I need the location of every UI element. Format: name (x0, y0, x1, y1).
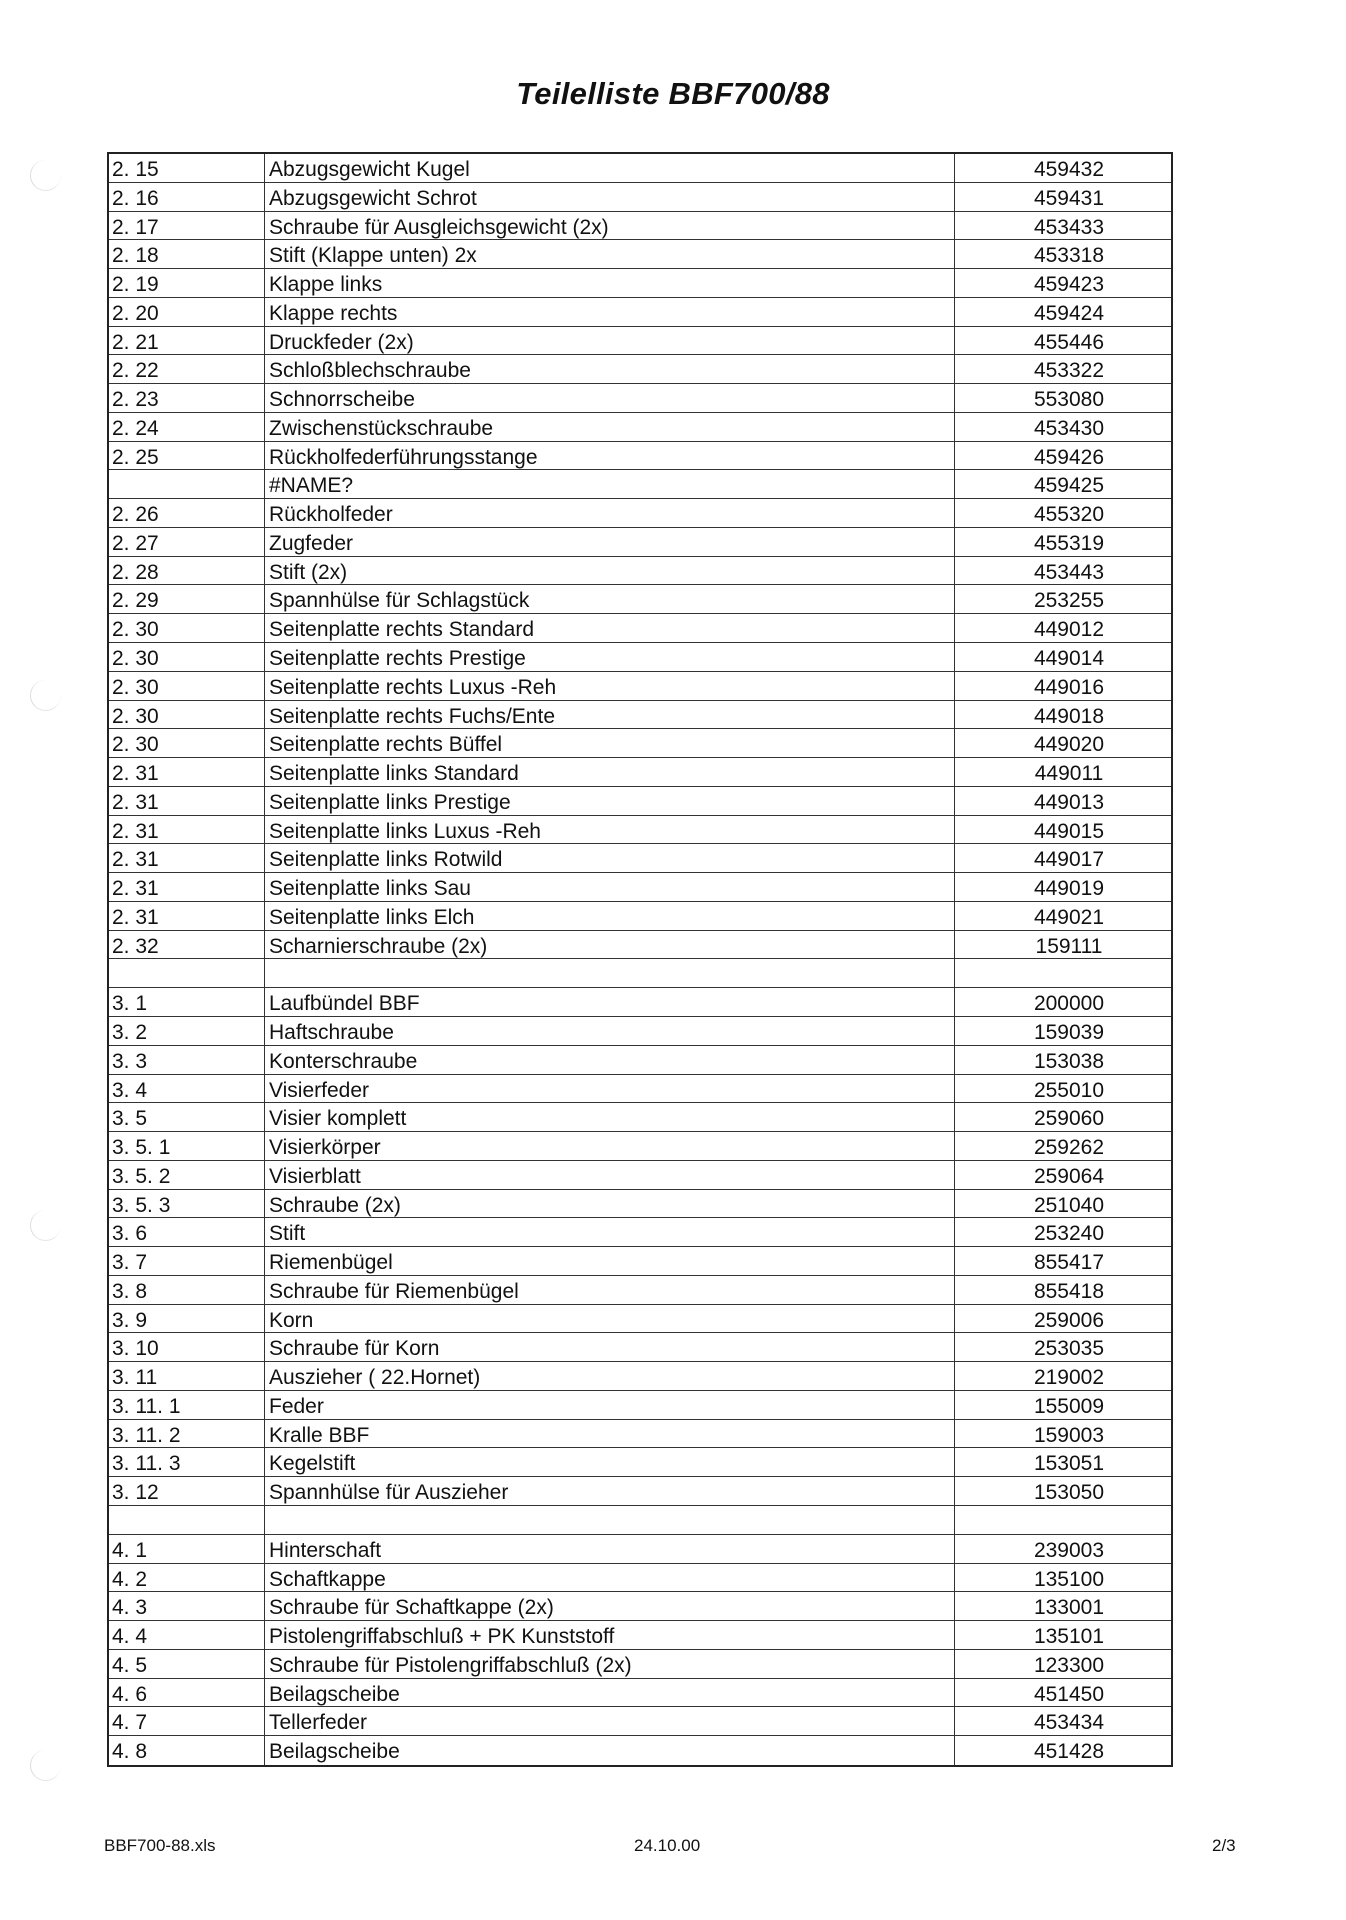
article-number-cell: 553080 (1033, 388, 1105, 412)
position-number-cell: 4. 1 (109, 1535, 265, 1563)
position-number-cell: 3. 8 (109, 1276, 265, 1304)
description-cell: Schraube (2x) (265, 1190, 955, 1218)
article-number-cell: 255010 (1033, 1078, 1105, 1102)
article-number-cell: 459426 (1033, 445, 1105, 469)
table-row (109, 585, 1171, 614)
table-row (109, 1161, 1171, 1190)
description-cell (265, 959, 955, 987)
article-number-cell: 455319 (1033, 531, 1105, 555)
table-row (109, 1103, 1171, 1132)
article-number-cell: 449011 (1034, 762, 1104, 786)
position-number-cell: 2. 30 (109, 614, 265, 642)
position-number-cell: 3. 12 (109, 1477, 265, 1505)
article-number-cell: 259006 (1033, 1308, 1105, 1332)
article-number-cell: 855417 (1033, 1251, 1105, 1275)
description-cell: Stift (2x) (265, 557, 955, 585)
position-number-cell: 2. 31 (109, 758, 265, 786)
position-number-cell: 2. 25 (109, 442, 265, 470)
description-cell: Visierblatt (265, 1161, 955, 1189)
position-number-cell: 3. 10 (109, 1333, 265, 1361)
article-number-cell: 253035 (1033, 1337, 1105, 1361)
article-number-cell: 153051 (1033, 1452, 1105, 1476)
table-row (109, 384, 1171, 413)
article-number-cell: 259262 (1033, 1136, 1105, 1160)
position-number-cell: 3. 11 (109, 1362, 265, 1390)
description-cell: Visier komplett (265, 1103, 955, 1131)
description-cell: Kegelstift (265, 1448, 955, 1476)
table-row (109, 442, 1171, 471)
article-number-cell: 453322 (1033, 359, 1105, 383)
table-row (109, 844, 1171, 873)
table-row (109, 758, 1171, 787)
article-number-cell: 455320 (1033, 503, 1105, 527)
table-row (109, 298, 1171, 327)
description-cell: Abzugsgewicht Schrot (265, 183, 955, 211)
description-cell: Seitenplatte links Standard (265, 758, 955, 786)
description-cell: Kralle BBF (265, 1420, 955, 1448)
article-number-cell: 153038 (1033, 1049, 1105, 1073)
description-cell: Riemenbügel (265, 1247, 955, 1275)
table-row (109, 1420, 1171, 1449)
position-number-cell: 2. 28 (109, 557, 265, 585)
description-cell: Haftschraube (265, 1017, 955, 1045)
description-cell: Seitenplatte links Elch (265, 902, 955, 930)
position-number-cell: 2. 30 (109, 643, 265, 671)
description-cell: Seitenplatte rechts Büffel (265, 729, 955, 757)
article-number-cell: 449012 (1033, 618, 1105, 642)
table-row (109, 183, 1171, 212)
article-number-cell (955, 1506, 1171, 1534)
description-cell: Schraube für Ausgleichsgewicht (2x) (265, 212, 955, 240)
table-row (109, 1592, 1171, 1621)
article-number-cell: 459431 (1033, 186, 1105, 210)
punch-hole-mark (30, 160, 61, 191)
position-number-cell: 3. 2 (109, 1017, 265, 1045)
description-cell: Schraube für Riemenbügel (265, 1276, 955, 1304)
table-row (109, 1736, 1171, 1765)
article-number-cell: 253255 (1033, 589, 1105, 613)
position-number-cell: 4. 8 (109, 1736, 265, 1765)
table-row (109, 1650, 1171, 1679)
position-number-cell: 4. 6 (109, 1679, 265, 1707)
article-number-cell: 123300 (1033, 1653, 1105, 1677)
article-number-cell: 453430 (1033, 416, 1105, 440)
article-number-cell: 449016 (1033, 675, 1105, 699)
description-cell: Zugfeder (265, 528, 955, 556)
article-number-cell: 449020 (1033, 733, 1105, 757)
article-number-cell: 451450 (1033, 1682, 1105, 1706)
table-row (109, 1506, 1171, 1535)
punch-hole-mark (30, 680, 61, 711)
table-row (109, 1362, 1171, 1391)
position-number-cell: 3. 9 (109, 1305, 265, 1333)
article-number-cell: 259064 (1033, 1164, 1105, 1188)
description-cell: Beilagscheibe (265, 1679, 955, 1707)
article-number-cell: 449015 (1033, 819, 1105, 843)
article-number-cell: 459425 (1033, 474, 1105, 498)
description-cell: Visierfeder (265, 1075, 955, 1103)
article-number-cell: 855418 (1033, 1279, 1105, 1303)
table-row (109, 672, 1171, 701)
article-number-cell: 459423 (1033, 273, 1105, 297)
article-number-cell: 239003 (1033, 1538, 1105, 1562)
article-number-cell: 449014 (1033, 647, 1105, 671)
article-number-cell: 253240 (1033, 1222, 1105, 1246)
article-number-cell: 159111 (1035, 934, 1103, 958)
description-cell: Schloßblechschraube (265, 355, 955, 383)
description-cell: Klappe links (265, 269, 955, 297)
position-number-cell: 4. 3 (109, 1592, 265, 1620)
description-cell: Schraube für Schaftkappe (2x) (265, 1592, 955, 1620)
article-number-cell: 451428 (1033, 1740, 1105, 1764)
table-row (109, 413, 1171, 442)
article-number-cell: 135100 (1033, 1567, 1105, 1591)
position-number-cell: 3. 1 (109, 988, 265, 1016)
article-number-cell: 153050 (1033, 1481, 1105, 1505)
description-cell: Pistolengriffabschluß + PK Kunststoff (265, 1621, 955, 1649)
table-row (109, 528, 1171, 557)
table-row (109, 816, 1171, 845)
table-row (109, 1276, 1171, 1305)
article-number-cell: 459432 (1033, 158, 1105, 181)
article-number-cell: 449021 (1033, 905, 1105, 929)
position-number-cell: 2. 31 (109, 787, 265, 815)
table-row (109, 1190, 1171, 1219)
position-number-cell: 2. 30 (109, 729, 265, 757)
position-number-cell: 4. 4 (109, 1621, 265, 1649)
table-row (109, 1075, 1171, 1104)
punch-hole-mark (30, 1750, 61, 1781)
table-row (109, 701, 1171, 730)
position-number-cell: 2. 22 (109, 355, 265, 383)
position-number-cell: 3. 4 (109, 1075, 265, 1103)
article-number-cell: 453433 (1033, 215, 1105, 239)
description-cell: Seitenplatte rechts Prestige (265, 643, 955, 671)
position-number-cell: 2. 21 (109, 327, 265, 355)
table-row (109, 959, 1171, 988)
article-number-cell: 133001 (1033, 1596, 1105, 1620)
table-row (109, 1679, 1171, 1708)
description-cell: Laufbündel BBF (265, 988, 955, 1016)
position-number-cell: 4. 2 (109, 1564, 265, 1592)
table-row (109, 931, 1171, 960)
description-cell: Seitenplatte links Prestige (265, 787, 955, 815)
article-number-cell: 453318 (1033, 244, 1105, 268)
description-cell: Seitenplatte links Rotwild (265, 844, 955, 872)
description-cell: Korn (265, 1305, 955, 1333)
position-number-cell: 3. 11. 2 (109, 1420, 265, 1448)
table-row (109, 873, 1171, 902)
table-row (109, 154, 1171, 183)
article-number-cell: 259060 (1033, 1107, 1105, 1131)
description-cell: Spannhülse für Auszieher (265, 1477, 955, 1505)
position-number-cell: 2. 17 (109, 212, 265, 240)
position-number-cell: 2. 15 (109, 154, 265, 182)
position-number-cell: 3. 6 (109, 1218, 265, 1246)
description-cell: Schaftkappe (265, 1564, 955, 1592)
table-row (109, 787, 1171, 816)
article-number-cell: 453434 (1033, 1711, 1105, 1735)
table-row (109, 1564, 1171, 1593)
table-row (109, 470, 1171, 499)
description-cell: Hinterschaft (265, 1535, 955, 1563)
article-number-cell: 449013 (1033, 790, 1105, 814)
description-cell: Konterschraube (265, 1046, 955, 1074)
position-number-cell: 3. 3 (109, 1046, 265, 1074)
description-cell: Stift (Klappe unten) 2x (265, 240, 955, 268)
description-cell: Seitenplatte links Luxus -Reh (265, 816, 955, 844)
description-cell: Feder (265, 1391, 955, 1419)
table-row (109, 988, 1171, 1017)
position-number-cell: 2. 26 (109, 499, 265, 527)
description-cell: Zwischenstückschraube (265, 413, 955, 441)
description-cell: Scharnierschraube (2x) (265, 931, 955, 959)
article-number-cell: 453443 (1033, 560, 1105, 584)
position-number-cell: 3. 5. 2 (109, 1161, 265, 1189)
position-number-cell: 3. 11. 1 (109, 1391, 265, 1419)
description-cell: Schraube für Pistolengriffabschluß (2x) (265, 1650, 955, 1678)
article-number-cell: 449019 (1033, 877, 1105, 901)
position-number-cell: 2. 20 (109, 298, 265, 326)
position-number-cell: 2. 19 (109, 269, 265, 297)
table-row (109, 1046, 1171, 1075)
position-number-cell: 3. 5. 1 (109, 1132, 265, 1160)
position-number-cell: 4. 5 (109, 1650, 265, 1678)
position-number-cell: 2. 18 (109, 240, 265, 268)
position-number-cell: 3. 11. 3 (109, 1448, 265, 1476)
description-cell: Seitenplatte rechts Standard (265, 614, 955, 642)
footer-page-number: 2/3 (1212, 1836, 1236, 1855)
table-row (109, 327, 1171, 356)
position-number-cell (109, 470, 265, 498)
table-row (109, 1391, 1171, 1420)
article-number-cell: 200000 (1033, 992, 1105, 1016)
description-cell: Druckfeder (2x) (265, 327, 955, 355)
table-row (109, 1477, 1171, 1506)
table-row (109, 1218, 1171, 1247)
table-row (109, 355, 1171, 384)
table-row (109, 729, 1171, 758)
table-row (109, 643, 1171, 672)
description-cell: Tellerfeder (265, 1707, 955, 1735)
table-row (109, 557, 1171, 586)
footer-date: 24.10.00 (634, 1836, 701, 1855)
article-number-cell: 449017 (1033, 848, 1105, 872)
position-number-cell: 2. 30 (109, 672, 265, 700)
description-cell: Rückholfederführungsstange (265, 442, 955, 470)
position-number-cell (109, 959, 265, 987)
description-cell: Schnorrscheibe (265, 384, 955, 412)
position-number-cell: 2. 31 (109, 844, 265, 872)
table-row (109, 1305, 1171, 1334)
article-number-cell: 449018 (1033, 704, 1105, 728)
description-cell: Beilagscheibe (265, 1736, 955, 1765)
description-cell: Spannhülse für Schlagstück (265, 585, 955, 613)
table-row (109, 614, 1171, 643)
table-row (109, 240, 1171, 269)
table-row (109, 1333, 1171, 1362)
article-number-cell: 251040 (1033, 1193, 1105, 1217)
article-number-cell: 455446 (1033, 330, 1105, 354)
article-number-cell: 155009 (1033, 1394, 1105, 1418)
punch-hole-mark (30, 1210, 61, 1241)
position-number-cell: 2. 32 (109, 931, 265, 959)
article-number-cell: 135101 (1033, 1625, 1105, 1649)
position-number-cell: 2. 27 (109, 528, 265, 556)
table-row (109, 212, 1171, 241)
position-number-cell: 3. 5. 3 (109, 1190, 265, 1218)
article-number-cell: 459424 (1033, 301, 1105, 325)
table-row (109, 1621, 1171, 1650)
description-cell: #NAME? (265, 470, 955, 498)
table-row (109, 1448, 1171, 1477)
description-cell: Seitenplatte rechts Fuchs/Ente (265, 701, 955, 729)
article-number-cell (955, 959, 1171, 987)
article-number-cell: 219002 (1033, 1366, 1105, 1390)
position-number-cell: 2. 16 (109, 183, 265, 211)
position-number-cell: 2. 23 (109, 384, 265, 412)
table-row (109, 1535, 1171, 1564)
table-row (109, 499, 1171, 528)
position-number-cell: 3. 5 (109, 1103, 265, 1131)
footer-filename: BBF700-88.xls (104, 1836, 216, 1855)
description-cell: Stift (265, 1218, 955, 1246)
position-number-cell: 2. 30 (109, 701, 265, 729)
position-number-cell: 2. 31 (109, 816, 265, 844)
description-cell: Rückholfeder (265, 499, 955, 527)
description-cell: Seitenplatte rechts Luxus -Reh (265, 672, 955, 700)
table-row (109, 1707, 1171, 1736)
description-cell: Klappe rechts (265, 298, 955, 326)
position-number-cell: 2. 24 (109, 413, 265, 441)
position-number-cell: 3. 7 (109, 1247, 265, 1275)
position-number-cell: 2. 29 (109, 585, 265, 613)
description-cell: Seitenplatte links Sau (265, 873, 955, 901)
description-cell: Abzugsgewicht Kugel (265, 154, 955, 182)
position-number-cell: 2. 31 (109, 902, 265, 930)
table-row (109, 1132, 1171, 1161)
article-number-cell: 159039 (1033, 1020, 1105, 1044)
position-number-cell: 2. 31 (109, 873, 265, 901)
description-cell: Auszieher ( 22.Hornet) (265, 1362, 955, 1390)
table-row (109, 269, 1171, 298)
description-cell: Schraube für Korn (265, 1333, 955, 1361)
table-row (109, 902, 1171, 931)
table-row (109, 1247, 1171, 1276)
position-number-cell: 4. 7 (109, 1707, 265, 1735)
description-cell (265, 1506, 955, 1534)
position-number-cell (109, 1506, 265, 1534)
parts-table (107, 152, 1173, 1767)
table-row (109, 1017, 1171, 1046)
description-cell: Visierkörper (265, 1132, 955, 1160)
article-number-cell: 159003 (1033, 1423, 1105, 1447)
page-title: Teilelliste BBF700/88 (516, 76, 830, 111)
